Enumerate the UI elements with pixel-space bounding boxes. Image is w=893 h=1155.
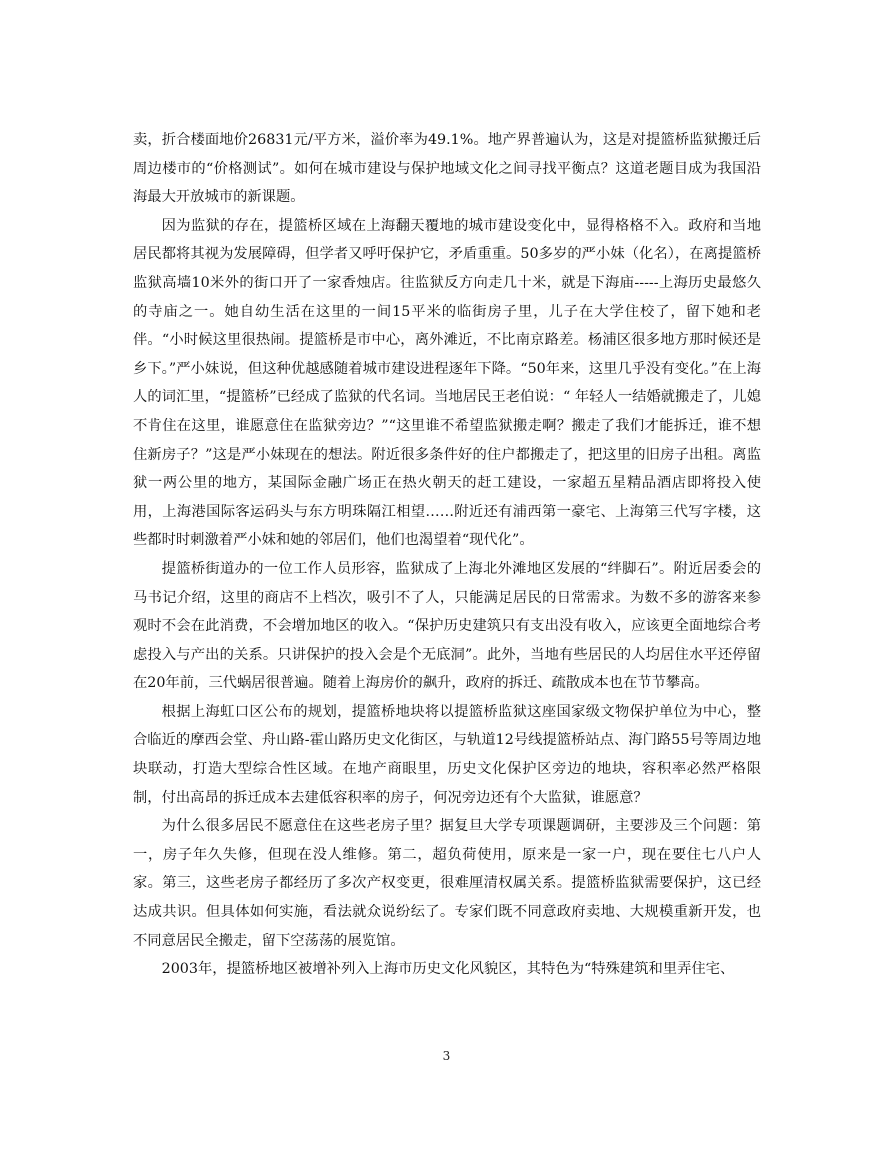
- paragraph-prison-context: 因为监狱的存在，提篮桥区域在上海翻天覆地的城市建设变化中，显得格格不入。政府和当地居民都将其视为发展障碍，但学者又呼吁保护它，矛盾重重。50多岁的严小妹（化名），在离提篮桥监狱高墙10米外的街口开了一家香烛店。往监狱反方向走几十米，就是下海庙-----上海历史最悠久的寺庙之一。她自幼生活在这里的一间15平米的临街房子里，儿子在大学住校了，留下她和老伴。“小时候这里很热闹。提篮桥是市中心，离外滩近，不比南京路差。杨浦区很多地方那时候还是乡下。”严小妹说，但这种优越感随着城市建设进程逐年下降。“50年来，这里几乎没有变化。”在上海人的词汇里，“提篮桥”已经成了监狱的代名词。当地居民王老伯说：“ 年轻人一结婚就搬走了，儿媳不肯住在这里，谁愿意住在监狱旁边？”“这里谁不希望监狱搬走啊？搬走了我们才能拆迁，谁不想住新房子？”这是严小妹现在的想法。附近很多条件好的住户都搬走了，把这里的旧房子出租。离监狱一两公里的地方，某国际金融广场正在热火朝天的赶工建设，一家超五星精品酒店即将投入使用，上海港国际客运码头与东方明珠隔江相望……附近还有浦西第一豪宅、上海第三代写字楼，这些都时时刺激着严小妹和她的邻居们，他们也渴望着“现代化”。: [133, 217, 761, 549]
- document-body: [133, 126, 761, 984]
- paragraph-continuation: 卖，折合楼面地价26831元/平方米，溢价率为49.1%。地产界普遍认为，这是对提篮桥监狱搬迁后周边楼市的“价格测试”。如何在城市建设与保护地域文化之间寻找平衡点？这道老题目成为我国沿海最大开放城市的新课题。: [133, 132, 761, 206]
- paragraph-hongkou-plan: 根据上海虹口区公布的规划，提篮桥地块将以提篮桥监狱这座国家级文物保护单位为中心，整合临近的摩西会堂、舟山路-霍山路历史文化街区，与轨道12号线提篮桥站点、海门路55号等周边地块联动，打造大型综合性区域。在地产商眼里，历史文化保护区旁边的地块，容积率必然严格限制，付出高昂的拆迁成本去建低容积率的房子，何况旁边还有个大监狱，谁愿意？: [133, 703, 761, 806]
- page-number: 3: [442, 1049, 451, 1063]
- paragraph-residents-survey: 为什么很多居民不愿意住在这些老房子里？据复旦大学专项课题调研，主要涉及三个问题：第一，房子年久失修，但现在没人维修。第二，超负荷使用，原来是一家一户，现在要住七八户人家。第三，这些老房子都经历了多次产权变更，很难厘清权属关系。提篮桥监狱需要保护，这已经达成共识。但具体如何实施，看法就众说纷纭了。专家们既不同意政府卖地、大规模重新开发，也不同意居民全搬走，留下空荡荡的展览馆。: [133, 818, 761, 949]
- paragraph-2003-designation: 2003年，提篮桥地区被增补列入上海市历史文化风貌区，其特色为“特殊建筑和里弄住宅、: [161, 961, 735, 978]
- paragraph-stumbling-block: 提篮桥街道办的一位工作人员形容，监狱成了上海北外滩地区发展的“绊脚石”。附近居委会的马书记介绍，这里的商店不上档次，吸引不了人，只能满足居民的日常需求。为数不多的游客来参观时不会在此消费，不会增加地区的收入。“保护历史建筑只有支出没有收入，应该更全面地综合考虑投入与产出的关系。只讲保护的投入会是个无底洞”。此外，当地有些居民的人均居住水平还停留在20年前，三代蜗居很普遍。随着上海房价的飙升，政府的拆迁、疏散成本也在节节攀高。: [133, 560, 761, 692]
